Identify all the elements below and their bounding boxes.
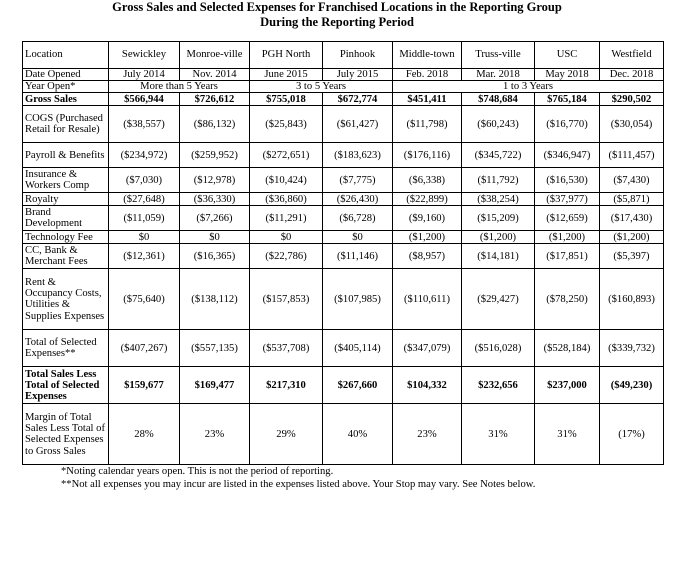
year-open-label: Year Open* (23, 81, 109, 93)
row-value: $0 (180, 231, 250, 244)
date-opened-value: Mar. 2018 (462, 69, 535, 81)
row-value: ($138,112) (180, 269, 250, 330)
row-value: $104,332 (393, 367, 462, 404)
row-value: $0 (109, 231, 180, 244)
row-label: Insurance & Workers Comp (23, 168, 109, 193)
row-value: ($5,871) (600, 193, 664, 206)
row-value: ($339,732) (600, 330, 664, 367)
row-value: $765,184 (535, 93, 600, 106)
row-label: Payroll & Benefits (23, 143, 109, 168)
table-row (23, 93, 664, 106)
title-line-1: Gross Sales and Selected Expenses for Franchised Locations in the Reporting Group (112, 0, 562, 14)
row-label: Brand Development (23, 206, 109, 231)
table-row (23, 193, 664, 206)
row-value: ($537,708) (250, 330, 323, 367)
report-title (0, 0, 674, 30)
row-value: ($1,200) (462, 231, 535, 244)
row-value: $672,774 (323, 93, 393, 106)
footnote-expenses: **Not all expenses you may incur are listed in the expenses listed above. Your Stop may vary. See Notes below. (61, 478, 536, 490)
header-row (23, 42, 664, 69)
row-value: ($60,243) (462, 106, 535, 143)
row-label: Margin of Total Sales Less Total of Selected Expenses to Gross Sales (23, 404, 109, 465)
row-value: $755,018 (250, 93, 323, 106)
expenses-table (22, 41, 664, 465)
row-label: Royalty (23, 193, 109, 206)
row-value: ($36,330) (180, 193, 250, 206)
footnotes (61, 466, 674, 491)
date-opened-value: July 2015 (323, 69, 393, 81)
row-label: Total of Selected Expenses** (23, 330, 109, 367)
row-value: ($14,181) (462, 244, 535, 269)
year-open-group: 1 to 3 Years (393, 81, 664, 93)
header-col-sewickley: Sewickley (109, 42, 180, 69)
row-value: ($16,365) (180, 244, 250, 269)
row-value: $451,411 (393, 93, 462, 106)
row-label: Rent & Occupancy Costs, Utilities & Supplies Expenses (23, 269, 109, 330)
row-value: ($7,430) (600, 168, 664, 193)
row-value: ($12,361) (109, 244, 180, 269)
row-value: $0 (323, 231, 393, 244)
row-value: ($405,114) (323, 330, 393, 367)
row-value: ($16,530) (535, 168, 600, 193)
table-row (23, 269, 664, 330)
date-opened-value: May 2018 (535, 69, 600, 81)
row-value: ($11,291) (250, 206, 323, 231)
row-value: $726,612 (180, 93, 250, 106)
row-label: Total Sales Less Total of Selected Expenses (23, 367, 109, 404)
year-open-group: 3 to 5 Years (250, 81, 393, 93)
row-value: ($17,430) (600, 206, 664, 231)
row-label: Technology Fee (23, 231, 109, 244)
footnote-years-open: *Noting calendar years open. This is not the period of reporting. (61, 466, 334, 478)
row-value: ($1,200) (600, 231, 664, 244)
row-value: $232,656 (462, 367, 535, 404)
row-value: $290,502 (600, 93, 664, 106)
row-value: 29% (250, 404, 323, 465)
row-value: ($12,659) (535, 206, 600, 231)
row-value: ($38,557) (109, 106, 180, 143)
row-value: ($1,200) (393, 231, 462, 244)
row-value: ($16,770) (535, 106, 600, 143)
row-value: $566,944 (109, 93, 180, 106)
row-value: 28% (109, 404, 180, 465)
header-col-middletown: Middle-town (393, 42, 462, 69)
table-row (23, 206, 664, 231)
row-value: ($407,267) (109, 330, 180, 367)
header-col-trussville: Truss-ville (462, 42, 535, 69)
row-value: ($345,722) (462, 143, 535, 168)
row-value: ($17,851) (535, 244, 600, 269)
row-value: $748,684 (462, 93, 535, 106)
row-value: ($22,899) (393, 193, 462, 206)
date-opened-value: Feb. 2018 (393, 69, 462, 81)
row-value: ($516,028) (462, 330, 535, 367)
row-value: ($528,184) (535, 330, 600, 367)
row-value: ($110,611) (393, 269, 462, 330)
row-value: ($11,792) (462, 168, 535, 193)
date-opened-row (23, 69, 664, 81)
header-col-pinhook: Pinhook (323, 42, 393, 69)
row-label: COGS (Purchased Retail for Resale) (23, 106, 109, 143)
row-value: ($11,798) (393, 106, 462, 143)
table-wrapper (22, 41, 663, 465)
row-value: ($49,230) (600, 367, 664, 404)
table-row (23, 244, 664, 269)
row-value: ($107,985) (323, 269, 393, 330)
header-location: Location (23, 42, 109, 69)
row-value: ($30,054) (600, 106, 664, 143)
data-rows (23, 93, 664, 465)
date-opened-label: Date Opened (23, 69, 109, 81)
row-value: $267,660 (323, 367, 393, 404)
row-value: ($15,209) (462, 206, 535, 231)
row-value: ($11,146) (323, 244, 393, 269)
row-label: CC, Bank & Merchant Fees (23, 244, 109, 269)
row-value: ($234,972) (109, 143, 180, 168)
row-value: 23% (180, 404, 250, 465)
row-value: ($78,250) (535, 269, 600, 330)
row-value: $159,677 (109, 367, 180, 404)
row-value: ($176,116) (393, 143, 462, 168)
row-value: $0 (250, 231, 323, 244)
row-value: ($12,978) (180, 168, 250, 193)
row-value: 40% (323, 404, 393, 465)
table-row (23, 404, 664, 465)
row-value: ($25,843) (250, 106, 323, 143)
row-value: ($8,957) (393, 244, 462, 269)
table-row (23, 330, 664, 367)
header-col-usc: USC (535, 42, 600, 69)
row-value: ($111,457) (600, 143, 664, 168)
row-value: 31% (535, 404, 600, 465)
row-value: 31% (462, 404, 535, 465)
row-value: ($7,775) (323, 168, 393, 193)
row-value: ($61,427) (323, 106, 393, 143)
table-row (23, 168, 664, 193)
row-value: ($5,397) (600, 244, 664, 269)
row-value: $237,000 (535, 367, 600, 404)
title-line-2: During the Reporting Period (260, 15, 414, 29)
row-value: ($259,952) (180, 143, 250, 168)
row-value: ($86,132) (180, 106, 250, 143)
row-value: ($160,893) (600, 269, 664, 330)
row-value: ($29,427) (462, 269, 535, 330)
row-value: ($7,266) (180, 206, 250, 231)
table-row (23, 106, 664, 143)
row-value: 23% (393, 404, 462, 465)
row-value: ($7,030) (109, 168, 180, 193)
row-value: ($36,860) (250, 193, 323, 206)
row-value: ($347,079) (393, 330, 462, 367)
row-value: ($6,728) (323, 206, 393, 231)
row-value: ($75,640) (109, 269, 180, 330)
header-col-westfield: Westfield (600, 42, 664, 69)
row-value: ($27,648) (109, 193, 180, 206)
row-value: ($272,651) (250, 143, 323, 168)
row-value: ($157,853) (250, 269, 323, 330)
row-value: ($6,338) (393, 168, 462, 193)
header-col-pgh-north: PGH North (250, 42, 323, 69)
table-row (23, 367, 664, 404)
row-value: ($11,059) (109, 206, 180, 231)
row-value: ($10,424) (250, 168, 323, 193)
date-opened-value: July 2014 (109, 69, 180, 81)
table-row (23, 231, 664, 244)
year-open-row (23, 81, 664, 93)
row-value: ($183,623) (323, 143, 393, 168)
date-opened-value: Dec. 2018 (600, 69, 664, 81)
row-value: ($22,786) (250, 244, 323, 269)
date-opened-value: Nov. 2014 (180, 69, 250, 81)
row-value: ($26,430) (323, 193, 393, 206)
table-row (23, 143, 664, 168)
row-label: Gross Sales (23, 93, 109, 106)
row-value: ($1,200) (535, 231, 600, 244)
row-value: ($37,977) (535, 193, 600, 206)
year-open-group: More than 5 Years (109, 81, 250, 93)
row-value: ($9,160) (393, 206, 462, 231)
row-value: ($557,135) (180, 330, 250, 367)
row-value: ($38,254) (462, 193, 535, 206)
header-col-monroeville: Monroe-ville (180, 42, 250, 69)
row-value: $169,477 (180, 367, 250, 404)
row-value: (17%) (600, 404, 664, 465)
row-value: $217,310 (250, 367, 323, 404)
date-opened-value: June 2015 (250, 69, 323, 81)
row-value: ($346,947) (535, 143, 600, 168)
